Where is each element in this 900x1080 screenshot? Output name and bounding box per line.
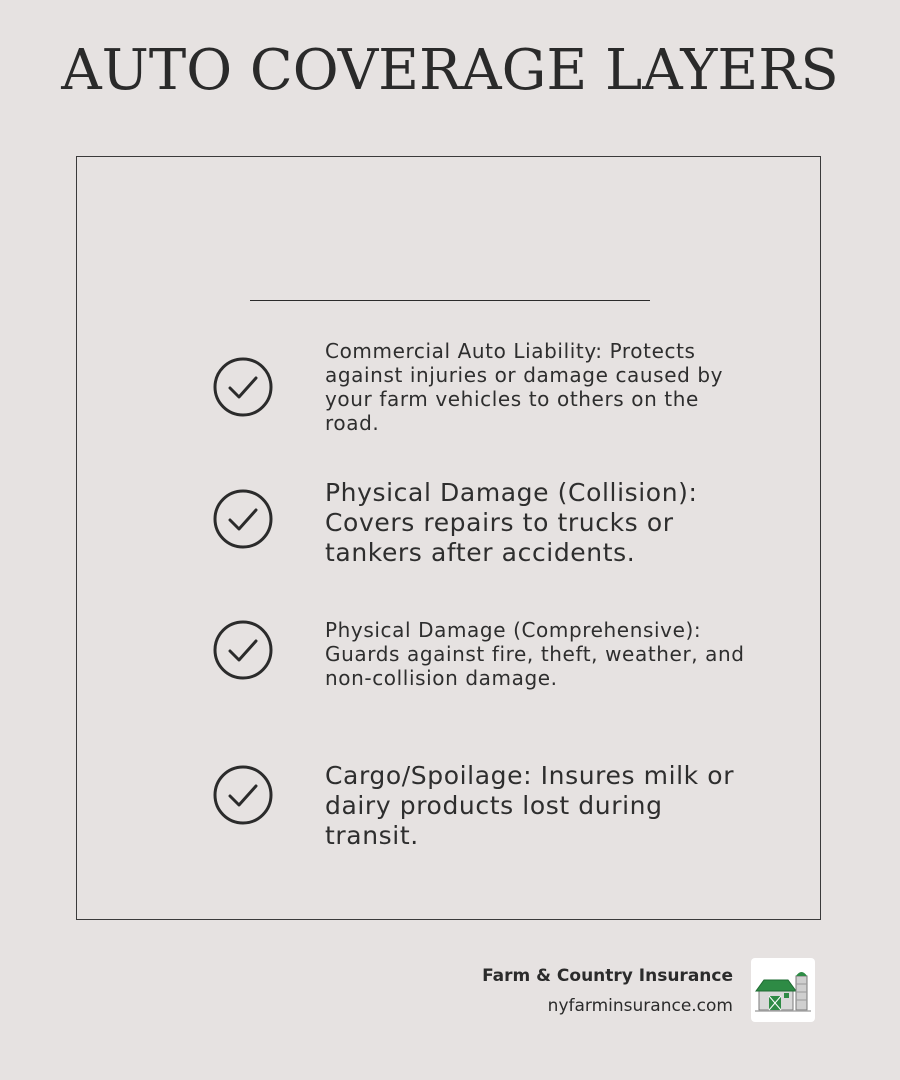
item-text: Commercial Auto Liability: Protects against injuries or damage caused by your farm vehicles to others on the road. — [325, 339, 724, 435]
page-title: AUTO COVERAGE LAYERS — [61, 38, 839, 103]
barn-silo-icon — [751, 958, 815, 1022]
item-text: Physical Damage (Comprehensive): Guards against fire, theft, weather, and non-collision damage. — [325, 618, 745, 690]
check-circle-icon — [213, 620, 273, 680]
website-link[interactable]: nyfarminsurance.com — [547, 996, 733, 1016]
check-circle-icon — [213, 357, 273, 417]
check-circle-icon — [213, 765, 273, 825]
check-circle-icon — [213, 489, 273, 549]
item-text: Cargo/Spoilage: Insures milk or dairy products lost during transit. — [325, 761, 735, 850]
company-name: Farm & Country Insurance — [482, 966, 733, 986]
item-text: Physical Damage (Collision): Covers repairs to trucks or tankers after accidents. — [325, 478, 698, 567]
divider-line — [250, 300, 650, 301]
